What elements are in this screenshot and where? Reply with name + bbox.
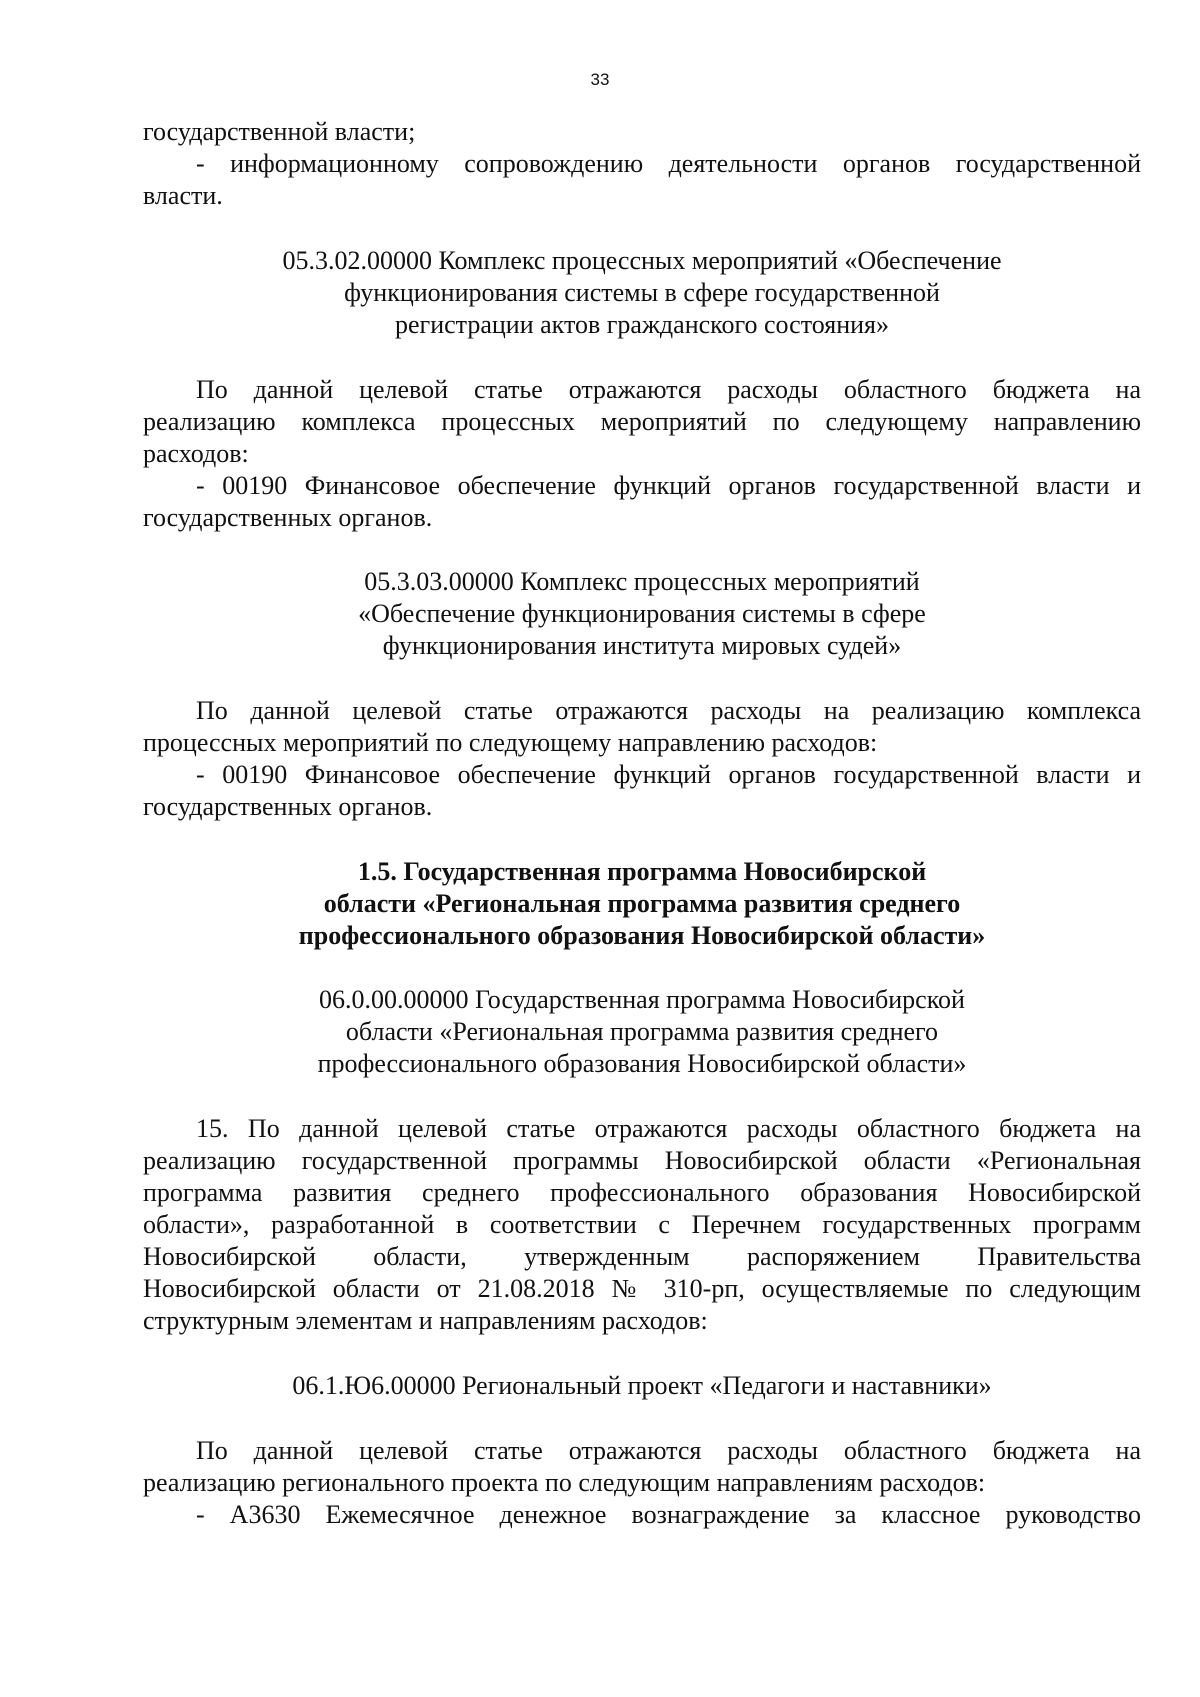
section-heading-1-5: [143, 856, 1141, 952]
text-line: власти.: [143, 181, 223, 210]
heading-line: «Обеспечение функционирования системы в сфере: [358, 599, 926, 628]
text-line: расходов:: [143, 439, 249, 468]
subheading-06-1-yu6: [143, 1370, 1141, 1402]
list-item: - 00190 Финансовое обеспечение функций органов государственной власти и: [196, 471, 1141, 500]
heading-line: функционирования системы в сфере государственной: [344, 278, 940, 307]
text-line: программа развития среднего профессионального образования Новосибирской: [143, 1178, 1141, 1207]
text-line: реализацию комплекса процессных мероприятий по следующему направлению: [143, 407, 1141, 436]
section-heading-line: профессионального образования Новосибирской области»: [298, 921, 986, 950]
text-line: государственных органов.: [143, 792, 433, 821]
subheading-05-3-02: [143, 245, 1141, 341]
text-line: 15. По данной целевой статье отражаются расходы областного бюджета на: [196, 1114, 1141, 1143]
heading-line: 06.1.Ю6.00000 Региональный проект «Педагоги и наставники»: [292, 1371, 992, 1400]
list-item: - информационному сопровождению деятельности органов государственной: [196, 149, 1141, 178]
heading-line: 05.3.03.00000 Комплекс процессных мероприятий: [364, 567, 920, 596]
text-line: Новосибирской области от 21.08.2018 № 310-рп, осуществляемые по следующим: [143, 1274, 1141, 1303]
text-line: государственных органов.: [143, 503, 433, 532]
text-line: процессных мероприятий по следующему направлению расходов:: [143, 728, 878, 757]
subheading-05-3-03: [143, 566, 1141, 662]
text-line: реализацию государственной программы Новосибирской области «Региональная: [143, 1146, 1141, 1175]
heading-line: области «Региональная программа развития среднего: [345, 1017, 939, 1046]
text-line: реализацию регионального проекта по следующим направлениям расходов:: [143, 1468, 986, 1497]
subheading-06-0-00: [143, 984, 1141, 1080]
text-line: структурным элементам и направлениям расходов:: [143, 1306, 708, 1335]
list-item: - А3630 Ежемесячное денежное вознаграждение за классное руководство: [196, 1500, 1141, 1529]
heading-line: 05.3.02.00000 Комплекс процессных мероприятий «Обеспечение: [282, 246, 1002, 275]
text-line: По данной целевой статье отражаются расходы областного бюджета на: [196, 1436, 1141, 1465]
text-line: Новосибирской области, утвержденным распоряжением Правительства: [143, 1242, 1141, 1271]
paragraph-continuation: [143, 116, 1141, 212]
paragraph-05-3-02: [143, 374, 1141, 534]
paragraph-05-3-03: [143, 695, 1141, 823]
paragraph-06-1-yu6: [143, 1435, 1141, 1531]
text-line: области», разработанной в соответствии с Перечнем государственных программ: [143, 1210, 1141, 1239]
heading-line: 06.0.00.00000 Государственная программа Новосибирской: [319, 985, 965, 1014]
heading-line: профессионального образования Новосибирской области»: [317, 1049, 967, 1078]
heading-line: функционирования института мировых судей»: [382, 631, 902, 660]
section-heading-line: 1.5. Государственная программа Новосибирской: [357, 857, 927, 886]
paragraph-15: [143, 1113, 1141, 1337]
document-body: [143, 116, 1141, 1531]
heading-line: регистрации актов гражданского состояния»: [395, 310, 889, 339]
page-number: 33: [590, 70, 610, 89]
section-heading-line: области «Региональная программа развития среднего: [323, 889, 961, 918]
text-line: По данной целевой статье отражаются расходы на реализацию комплекса: [196, 696, 1141, 725]
text-line: По данной целевой статье отражаются расходы областного бюджета на: [196, 375, 1141, 404]
list-item: - 00190 Финансовое обеспечение функций органов государственной власти и: [196, 760, 1141, 789]
text-line: государственной власти;: [143, 117, 416, 146]
